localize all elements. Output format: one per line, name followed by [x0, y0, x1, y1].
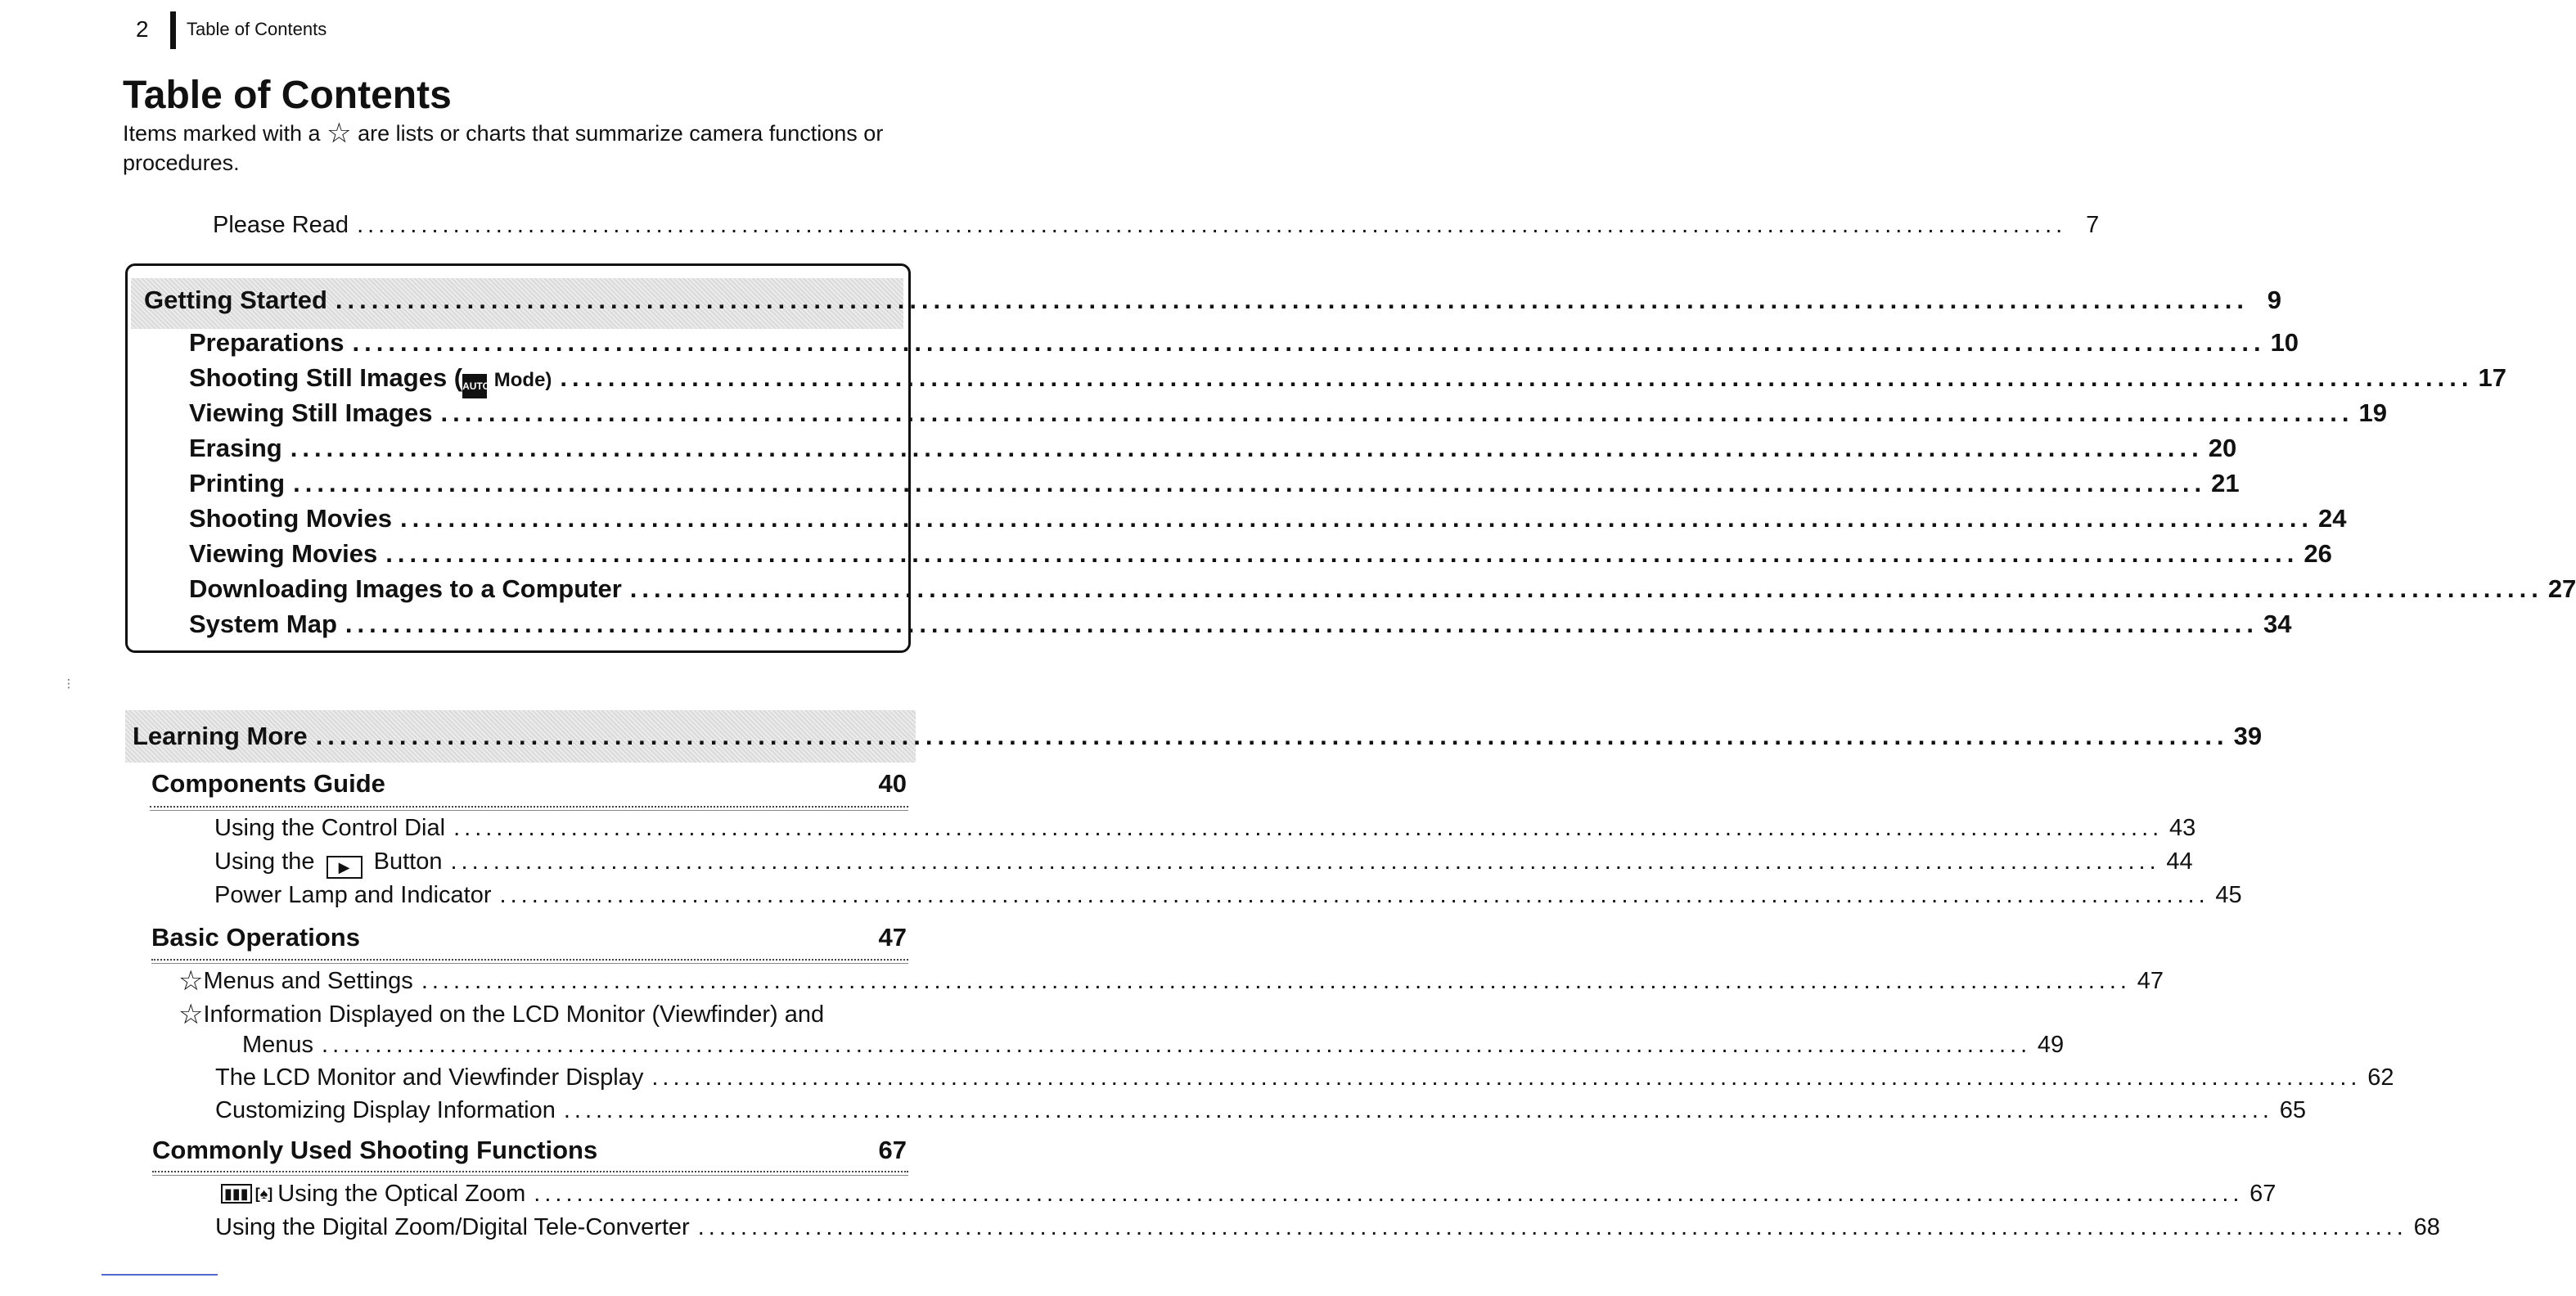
subsection-rule	[150, 810, 908, 811]
toc-entry-label: Please Read	[213, 212, 349, 238]
play-button-icon: ▶	[327, 856, 363, 879]
dot-leader: ................................................................................................................................................................	[440, 398, 2354, 427]
toc-entry-page: 49	[2037, 1032, 2065, 1058]
dot-leader: ................................................................................................................................................................	[560, 363, 2474, 392]
subsection-label: Basic Operations	[151, 923, 360, 952]
dot-leader: ................................................................................................................................................................	[293, 469, 2207, 497]
toc-entry-label	[178, 999, 824, 1030]
toc-entry-play-button[interactable]	[214, 846, 2193, 879]
toc-entry-shooting-movies[interactable]	[189, 501, 2347, 536]
dot-leader: ................................................................................................................................................................	[421, 968, 2131, 994]
toc-entry-downloading-images[interactable]	[189, 571, 2576, 606]
zoom-tele-icon: [♠]	[254, 1186, 273, 1202]
toc-entry-viewing-movies[interactable]	[189, 536, 2332, 571]
dot-leader: ................................................................................................................................................................	[453, 815, 2164, 841]
toc-entry-page: 45	[2215, 882, 2242, 908]
intro-before: Items marked with a	[123, 121, 321, 146]
footer-rule	[101, 1274, 218, 1276]
page-number: 2	[136, 16, 149, 42]
subsection-basic-operations[interactable]	[151, 921, 907, 954]
toc-entry-label: System Map	[189, 610, 337, 638]
toc-entry-label: Viewing Movies	[189, 539, 378, 568]
section-label: Learning More	[133, 722, 308, 750]
section-learning-more[interactable]	[133, 719, 2263, 754]
zoom-wide-icon: ▮▮▮	[221, 1184, 252, 1204]
toc-entry-label-text: Shooting Still Images (	[189, 363, 463, 392]
toc-entry-digital-zoom[interactable]	[215, 1212, 2440, 1243]
toc-entry-page: 68	[2413, 1214, 2440, 1240]
toc-entry-label: Using the Digital Zoom/Digital Tele-Converter	[215, 1214, 690, 1240]
subsection-rule	[152, 1171, 908, 1172]
star-icon: ☆	[178, 999, 204, 1030]
toc-entry-control-dial[interactable]	[214, 812, 2196, 844]
toc-entry-label: Erasing	[189, 434, 282, 462]
dot-leader: ................................................................................................................................................................	[352, 328, 2266, 357]
toc-entry-page: 67	[2249, 1181, 2277, 1207]
subsection-shooting-functions[interactable]	[152, 1134, 907, 1167]
toc-entry-page: 27	[2547, 574, 2576, 603]
section-getting-started[interactable]	[144, 283, 2281, 317]
subsection-rule	[151, 959, 908, 961]
toc-entry-label: Downloading Images to a Computer	[189, 574, 622, 603]
toc-entry-label-text: Information Displayed on the LCD Monitor (Viewfinder) and	[203, 1001, 825, 1028]
toc-entry-lcd-info[interactable]	[178, 999, 907, 1030]
dot-leader: ................................................................................................................................................................	[357, 212, 2067, 238]
toc-entry-label: Customizing Display Information	[215, 1097, 556, 1123]
dot-leader: ................................................................................................................................................................	[450, 848, 2160, 875]
toc-entry-printing[interactable]	[189, 466, 2240, 501]
subsection-rule	[152, 1175, 908, 1176]
toc-entry-customizing-display[interactable]	[215, 1095, 2306, 1126]
toc-entry-page: 24	[2318, 504, 2347, 533]
toc-entry-lcd-info-continued[interactable]	[242, 1029, 2065, 1060]
toc-entry-label: Preparations	[189, 328, 345, 357]
toc-entry-page: 26	[2304, 539, 2332, 568]
toc-entry-shooting-still-images[interactable]	[189, 360, 2506, 398]
toc-entry-page: 19	[2358, 398, 2387, 427]
toc-entry-please-read[interactable]	[213, 209, 2100, 241]
dot-leader: ................................................................................................................................................................	[629, 574, 2543, 603]
intro-after: are lists or charts that summarize camera functions or procedures.	[123, 121, 884, 175]
dot-leader: ................................................................................................................................................................	[697, 1214, 2407, 1240]
dot-leader: ................................................................................................................................................................	[400, 504, 2314, 533]
toc-entry-page: 17	[2478, 363, 2506, 392]
toc-entry-page: 62	[2367, 1064, 2394, 1091]
subsection-components-guide[interactable]	[151, 767, 907, 800]
scan-speck: ⋮	[63, 677, 74, 690]
dot-leader: ................................................................................................................................................................	[651, 1064, 2362, 1091]
dot-leader: ................................................................................................................................................................	[563, 1097, 2273, 1123]
dot-leader: ................................................................................................................................................................	[499, 882, 2209, 908]
subsection-page: 47	[878, 923, 907, 952]
toc-entry-menus-settings[interactable]	[178, 965, 2164, 997]
running-head-title: Table of Contents	[187, 19, 327, 39]
toc-entry-label: Viewing Still Images	[189, 398, 433, 427]
star-icon: ☆	[327, 118, 352, 149]
toc-entry-label	[214, 846, 442, 879]
dot-leader: ................................................................................................................................................................	[335, 286, 2249, 314]
dot-leader: ................................................................................................................................................................	[345, 610, 2259, 638]
subsection-rule	[150, 806, 908, 808]
toc-entry-page: 7	[2086, 212, 2100, 238]
toc-entry-page: 20	[2208, 434, 2237, 462]
toc-entry-page: 10	[2270, 328, 2299, 357]
auto-mode-icon: AUTO	[462, 374, 487, 398]
toc-entry-label: Using the Control Dial	[214, 815, 446, 841]
subsection-page: 67	[878, 1136, 907, 1164]
toc-entry-label	[189, 360, 552, 398]
toc-entry-label: Menus	[242, 1032, 314, 1058]
toc-entry-label: Shooting Movies	[189, 504, 392, 533]
dot-leader: ................................................................................................................................................................	[385, 539, 2299, 568]
toc-entry-page: 47	[2137, 968, 2164, 994]
header-divider	[170, 11, 176, 49]
dot-leader: ................................................................................................................................................................	[290, 434, 2204, 462]
toc-entry-optical-zoom[interactable]	[221, 1178, 2277, 1209]
toc-entry-page: 34	[2263, 610, 2292, 638]
section-page: 9	[2267, 286, 2281, 314]
subsection-label: Components Guide	[151, 769, 385, 798]
toc-entry-label: Power Lamp and Indicator	[214, 882, 492, 908]
toc-entry-label-text: Using the	[214, 848, 315, 875]
toc-entry-system-map[interactable]	[189, 606, 2292, 641]
dot-leader: ................................................................................................................................................................	[534, 1181, 2244, 1207]
subsection-label: Commonly Used Shooting Functions	[152, 1136, 598, 1164]
intro-text	[123, 119, 925, 178]
toc-entry-label: The LCD Monitor and Viewfinder Display	[215, 1064, 644, 1091]
subsection-rule	[151, 963, 908, 964]
toc-entry-label-text: Using the Optical Zoom	[277, 1181, 526, 1207]
toc-entry-label-text: Button	[373, 848, 443, 875]
toc-entry-page: 44	[2166, 848, 2193, 875]
toc-entry-label: Printing	[189, 469, 286, 497]
toc-entry-power-lamp[interactable]	[214, 880, 2242, 911]
section-page: 39	[2233, 722, 2263, 750]
toc-entry-page: 65	[2279, 1097, 2306, 1123]
star-icon: ☆	[178, 965, 204, 997]
toc-entry-preparations[interactable]	[189, 325, 2299, 360]
toc-entry-label-suffix: Mode)	[493, 369, 552, 391]
page-title: Table of Contents	[123, 74, 452, 117]
toc-entry-viewing-still-images[interactable]	[189, 395, 2387, 430]
subsection-page: 40	[878, 769, 907, 798]
toc-entry-page: 21	[2211, 469, 2240, 497]
toc-entry-page: 43	[2168, 815, 2196, 841]
toc-entry-label	[221, 1178, 525, 1209]
dot-leader: ................................................................................................................................................................	[322, 1032, 2032, 1058]
toc-entry-erasing[interactable]	[189, 430, 2237, 466]
toc-entry-lcd-viewfinder-display[interactable]	[215, 1062, 2394, 1093]
dot-leader: ................................................................................................................................................................	[315, 722, 2229, 750]
section-label: Getting Started	[144, 286, 327, 314]
toc-entry-label	[178, 965, 413, 997]
toc-entry-label-text: Menus and Settings	[203, 968, 413, 994]
